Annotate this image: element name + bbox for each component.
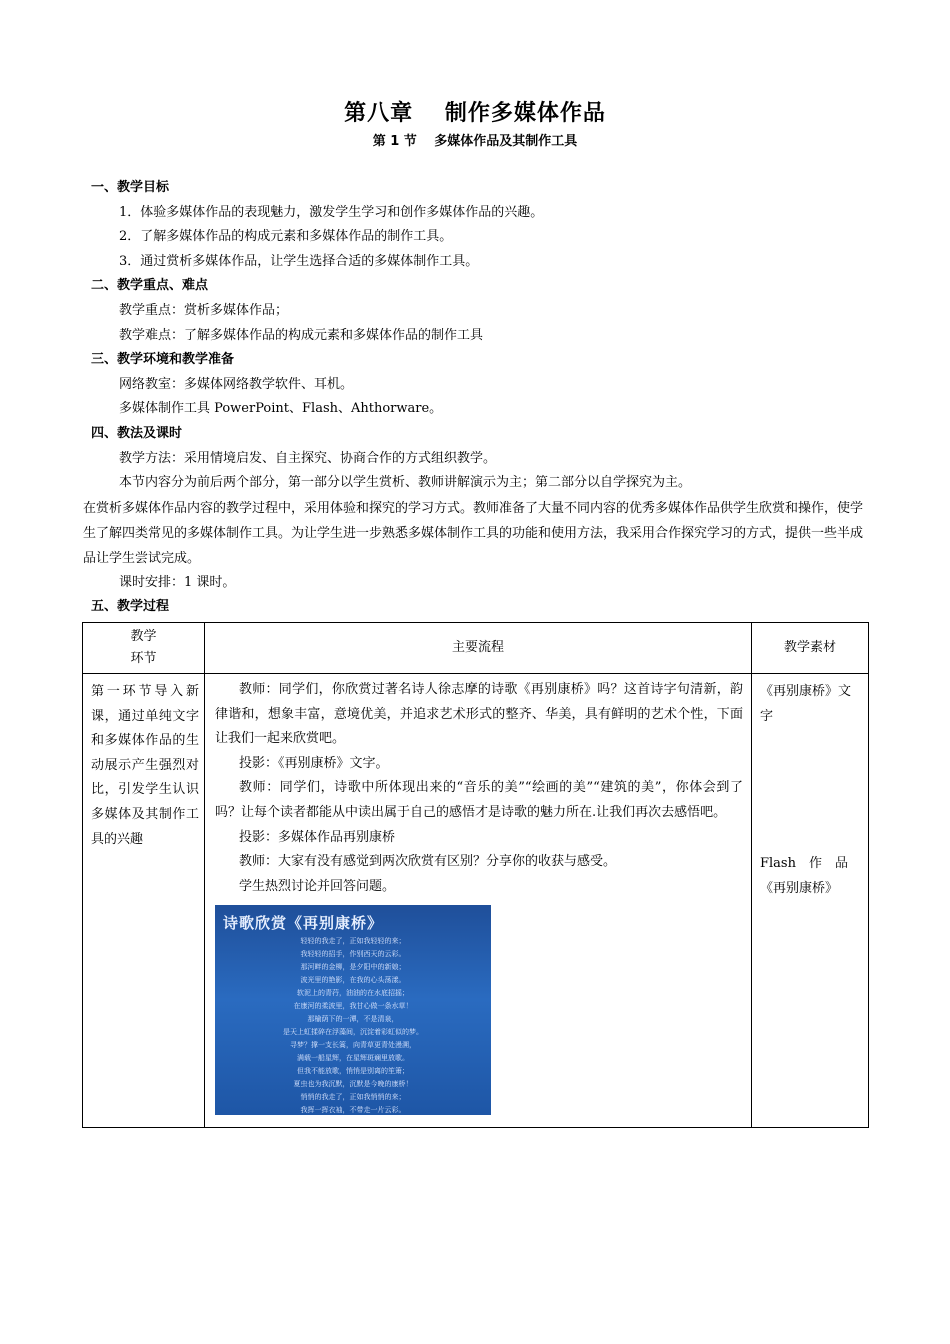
header-stage xyxy=(83,623,205,674)
poem-line: 那榆荫下的一潭，不是清泉， xyxy=(307,1015,399,1024)
teaching-process-table xyxy=(82,622,869,1128)
header-stage-line1: 教学 xyxy=(130,629,157,644)
environment-item: 网络教室：多媒体网络教学软件、耳机。 xyxy=(119,376,354,392)
poem-line: 但我不能放歌，悄悄是别离的笙箫； xyxy=(297,1067,409,1076)
poem-line: 波光里的艳影，在我的心头荡漾。 xyxy=(300,976,406,985)
poem-line: 那河畔的金柳，是夕阳中的新娘； xyxy=(300,963,406,972)
poem-line: 是天上虹揉碎在浮藻间，沉淀着彩虹似的梦。 xyxy=(283,1028,423,1037)
flow-paragraph: 学生热烈讨论并回答问题。 xyxy=(239,878,396,894)
page-title: 第八章 制作多媒体作品 xyxy=(344,101,606,126)
header-stage-line2: 环节 xyxy=(130,651,157,666)
poem-title: 诗歌欣赏《再别康桥》 xyxy=(223,914,384,933)
goal-item: 2．了解多媒体作品的构成元素和多媒体作品的制作工具。 xyxy=(119,229,453,245)
heading-goals: 一、教学目标 xyxy=(91,180,170,195)
goal-item: 1．体验多媒体作品的表现魅力，激发学生学习和创作多媒体作品的兴趣。 xyxy=(119,204,544,220)
class-hours: 课时安排：1 课时。 xyxy=(119,574,236,590)
heading-process: 五、教学过程 xyxy=(91,599,170,615)
material-item: 《再别康桥》文字 xyxy=(760,684,852,724)
method-item: 教学方法：采用情境启发、自主探究、协商合作的方式组织教学。 xyxy=(119,450,497,466)
stage-cell: 第一环节导入新课，通过单纯文字和多媒体作品的生动展示产生强烈对比，引发学生认识多媒体及其制作工具的兴趣 xyxy=(83,674,205,1128)
poem-line: 悄悄的我走了，正如我悄悄的来； xyxy=(300,1093,406,1102)
header-material: 教学素材 xyxy=(752,623,869,674)
flow-paragraph: 投影：《再别康桥》文字。 xyxy=(239,755,389,771)
heading-environment: 三、教学环境和教学准备 xyxy=(91,352,235,368)
material-item: Flash 作 品《再别康桥》 xyxy=(760,856,848,896)
poem-line: 我挥一挥衣袖，不带走一片云彩。 xyxy=(300,1106,406,1115)
flow-cell xyxy=(205,674,752,1128)
method-paragraph: 在赏析多媒体作品内容的教学过程中，采用体验和探究的学习方式。教师准备了大量不同内容的优秀多媒体作品供学生欣赏和操作，使学生了解四类常见的多媒体制作工具。为让学生进一步熟悉多媒体制作工具的功能和使用方法，我采用合作探究学习的方式，提供一些半成品让学生尝试完成。 xyxy=(83,500,864,566)
keypoint-item: 教学重点：赏析多媒体作品； xyxy=(119,302,289,318)
poem-line: 软泥上的青荇，油油的在水底招摇； xyxy=(297,989,409,998)
material-cell xyxy=(752,674,869,1128)
environment-item: 多媒体制作工具 PowerPoint、Flash、Ahthorware。 xyxy=(119,401,443,417)
flow-paragraph: 教师：同学们，诗歌中所体现出来的“音乐的美”“绘画的美”“建筑的美”，你体会到了吗？让每个读者都能从中读出属于自己的感悟才是诗歌的魅力所在.让我们再次去感悟吧。 xyxy=(215,780,743,820)
flow-paragraph: 投影：多媒体作品再别康桥 xyxy=(239,829,396,845)
table-header-row xyxy=(83,623,869,674)
poem-line: 在康河的柔波里，我甘心做一条水草！ xyxy=(293,1002,413,1011)
material-spacer xyxy=(760,729,862,852)
poem-line: 满载一船星辉，在星辉斑斓里放歌。 xyxy=(297,1054,409,1063)
flow-paragraph: 教师：同学们，你欣赏过著名诗人徐志摩的诗歌《再别康桥》吗？这首诗字句清新，韵律谐和，想象丰富，意境优美，并追求艺术形式的整齐、华美，具有鲜明的艺术个性，下面让我们一起来欣赏吧。 xyxy=(215,682,743,747)
header-flow: 主要流程 xyxy=(205,623,752,674)
poem-screenshot xyxy=(215,905,491,1115)
section-subtitle: 第 1 节 多媒体作品及其制作工具 xyxy=(372,134,578,149)
keypoint-item: 教学难点：了解多媒体作品的构成元素和多媒体作品的制作工具 xyxy=(119,327,484,343)
heading-method: 四、教法及课时 xyxy=(91,425,183,441)
poem-line: 我轻轻的招手，作别西天的云彩。 xyxy=(300,950,406,959)
goal-item: 3．通过赏析多媒体作品，让学生选择合适的多媒体制作工具。 xyxy=(119,253,479,269)
method-item: 本节内容分为前后两个部分，第一部分以学生赏析、教师讲解演示为主；第二部分以自学探究为主。 xyxy=(119,475,692,491)
poem-line: 夏虫也为我沉默，沉默是今晚的康桥！ xyxy=(293,1080,413,1089)
poem-line: 轻轻的我走了，正如我轻轻的来； xyxy=(300,937,406,946)
table-row xyxy=(83,674,869,1128)
document-body xyxy=(83,176,871,620)
poem-line: 寻梦？撑一支长篙，向青草更青处漫溯， xyxy=(290,1041,416,1050)
poem-lines xyxy=(215,935,491,1115)
flow-paragraph: 教师：大家有没有感觉到两次欣赏有区别？分享你的收获与感受。 xyxy=(239,854,617,870)
heading-keypoints: 二、教学重点、难点 xyxy=(91,278,209,294)
